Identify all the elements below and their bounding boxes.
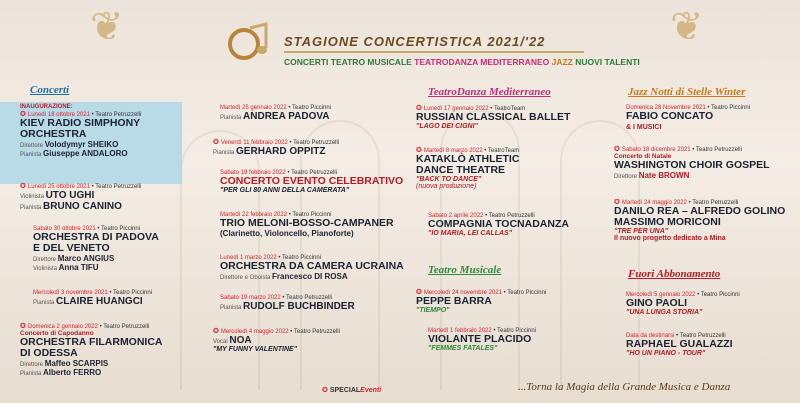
genre-list bbox=[284, 57, 640, 67]
role-label: Pianista bbox=[213, 150, 235, 156]
genre-label: NUOVI TALENTI bbox=[575, 57, 640, 67]
event-entry bbox=[416, 104, 570, 130]
section-title-concerti: Concerti bbox=[30, 84, 70, 96]
role-label: Direttore bbox=[20, 143, 44, 149]
event-date: Martedì 25 gennaio 2022 bbox=[220, 105, 287, 111]
event-entry bbox=[220, 212, 394, 238]
performer-name: Volodymyr SHEIKO bbox=[44, 140, 119, 149]
event-date: Sabato 19 febbraio 2022 bbox=[220, 170, 286, 176]
event-venue: • Teatro Piccinni bbox=[288, 105, 332, 111]
performer-name: NOA bbox=[229, 335, 252, 346]
special-events-label: SPECIAL bbox=[329, 387, 361, 394]
ornament-right-icon: ❦ bbox=[670, 5, 704, 49]
event-subtitle: Concerto di Capodanno bbox=[20, 330, 94, 337]
performer-name: Giuseppe ANDALORO bbox=[43, 149, 128, 158]
event-subtitle: "FEMMES FATALES" bbox=[428, 345, 498, 352]
performer-name: BRUNO CANINO bbox=[43, 201, 122, 212]
footer-tagline: ...Torna la Magia della Grande Musica e Danza bbox=[518, 381, 731, 393]
event-title: ORCHESTRA DA CAMERA UCRAINA bbox=[220, 260, 404, 272]
event-title: DI ODESSA bbox=[20, 347, 78, 359]
event-title: COMPAGNIA TOCNADANZA bbox=[428, 218, 569, 230]
event-venue: • Teatro Piccinni bbox=[503, 290, 547, 296]
section-title-jazz: Jazz Notti di Stelle Winter bbox=[628, 86, 746, 98]
ornament-left-icon: ❦ bbox=[90, 5, 124, 49]
genre-label: TEATRODANZA MEDITERRANEO bbox=[414, 57, 552, 67]
event-detail: (Clarinetto, Violoncello, Pianoforte) bbox=[220, 229, 354, 238]
event-entry bbox=[20, 322, 163, 377]
event-title: & I MUSICI bbox=[626, 124, 662, 131]
event-date: Sabato 30 ottobre 2021 bbox=[33, 226, 96, 232]
role-label: Direttore e Oboista bbox=[220, 275, 271, 281]
title-divider bbox=[284, 51, 584, 53]
section-title-fuori-abbonamento: Fuori Abbonamento bbox=[628, 268, 721, 280]
performer-name: GERHARD OPPITZ bbox=[236, 146, 326, 157]
event-date: Martedì 8 marzo 2022 bbox=[423, 148, 483, 154]
event-date: Sabato 2 aprile 2022 bbox=[428, 213, 484, 219]
special-events-logo bbox=[322, 386, 381, 394]
event-subtitle: Concerto di Natale bbox=[614, 153, 672, 160]
role-label: Pianista bbox=[20, 371, 42, 377]
genre-label: CONCERTI bbox=[284, 57, 331, 67]
event-entry bbox=[213, 327, 340, 353]
event-venue: • Teatro Petruzzelli bbox=[692, 147, 742, 153]
performer-name: ANDREA PADOVA bbox=[243, 111, 330, 122]
event-subtitle: "LAGO DEI CIGNI" bbox=[416, 123, 478, 130]
role-label: Pianista bbox=[33, 300, 55, 306]
event-entry bbox=[626, 333, 733, 357]
section-title-teatro-musicale: Teatro Musicale bbox=[428, 264, 502, 276]
role-label: Pianista bbox=[20, 205, 42, 211]
event-title: RAPHAEL GUALAZZI bbox=[626, 338, 733, 350]
event-subtitle: "PER GLI 80 ANNI DELLA CAMERATA" bbox=[220, 187, 350, 194]
event-entry bbox=[20, 104, 141, 158]
event-date: Martedì 1 febbraio 2022 bbox=[428, 328, 492, 334]
event-date: Data da destinarsi bbox=[626, 333, 675, 339]
event-entry bbox=[416, 146, 519, 190]
role-label: Pianista bbox=[220, 115, 242, 121]
event-venue: • Teatro Petruzzelli bbox=[91, 112, 142, 118]
event-entry bbox=[220, 295, 355, 312]
event-title: KATAKLÒ ATHLETIC bbox=[416, 153, 520, 165]
event-title: DANILO REA – ALFREDO GOLINO bbox=[614, 205, 786, 217]
event-title: WASHINGTON CHOIR GOSPEL bbox=[614, 159, 770, 171]
event-entry bbox=[428, 328, 536, 352]
event-venue: • Teatro Petruzzelli bbox=[289, 140, 340, 146]
event-venue: • Teatro Piccinni bbox=[697, 292, 740, 298]
event-date: Mercoledì 5 gennaio 2022 bbox=[626, 292, 696, 298]
event-venue: • Teatro Piccinni bbox=[707, 105, 751, 111]
event-venue: • Teatro Petruzzelli bbox=[676, 333, 726, 339]
event-venue: • Teatro Petruzzelli bbox=[91, 184, 142, 190]
role-label: Vocal bbox=[213, 339, 228, 345]
role-label: Direttore bbox=[33, 257, 57, 263]
event-date: Sabato 18 dicembre 2021 bbox=[621, 147, 691, 153]
event-date: Martedì 24 maggio 2022 bbox=[621, 200, 687, 206]
event-note: (nuova produzione) bbox=[416, 183, 477, 190]
performer-name: Francesco DI ROSA bbox=[272, 272, 348, 281]
event-entry bbox=[33, 290, 152, 307]
special-events-label: Eventi bbox=[360, 387, 382, 394]
event-venue: • Teatro Piccinni bbox=[278, 255, 322, 261]
role-label: Violinista bbox=[33, 266, 57, 272]
event-venue: • TeatroTeam bbox=[484, 148, 520, 154]
page-title: STAGIONE CONCERTISTICA 2021/'22 bbox=[284, 34, 546, 49]
event-title: MASSIMO MORICONI bbox=[614, 216, 721, 228]
event-subtitle: "BACK TO DANCE" bbox=[416, 176, 482, 183]
section-title-teatrodanza: TeatroDanza Mediterraneo bbox=[428, 86, 551, 98]
event-date: Mercoledì 3 novembre 2021 bbox=[33, 290, 108, 296]
event-venue: • Teatro Petruzzelli bbox=[290, 329, 340, 335]
performer-name: Maffeo SCARPIS bbox=[44, 359, 109, 368]
event-subtitle: "MY FUNNY VALENTINE" bbox=[213, 346, 298, 353]
event-subtitle: "UNA LUNGA STORIA" bbox=[626, 309, 703, 316]
star-icon: ✪ bbox=[322, 387, 328, 394]
event-venue: • Teatro Petruzzelli bbox=[287, 170, 338, 176]
performer-name: Alberto FERRO bbox=[43, 368, 102, 377]
event-venue: • Teatro Petruzzelli bbox=[99, 324, 150, 330]
event-entry bbox=[213, 138, 339, 157]
event-subtitle: "TRE PER UNA" bbox=[614, 228, 669, 235]
event-venue: • Teatro Piccinni bbox=[97, 226, 141, 232]
event-date: Mercoledì 24 novembre 2021 bbox=[423, 290, 502, 296]
event-date: Venerdì 11 febbraio 2022 bbox=[220, 140, 288, 146]
event-title: ORCHESTRA DI PADOVA bbox=[33, 231, 159, 243]
event-venue: • Teatro Petruzzelli bbox=[485, 213, 535, 219]
event-venue: • Teatro Petruzzelli bbox=[688, 200, 739, 206]
event-entry bbox=[626, 292, 740, 316]
event-title: DANCE THEATRE bbox=[416, 164, 506, 176]
event-title: ORCHESTRA FILARMONICA bbox=[20, 336, 163, 348]
event-date: Lunedì 1 marzo 2022 bbox=[220, 255, 277, 261]
event-venue: • TeatroTeam bbox=[490, 106, 526, 112]
event-venue: • Teatro Piccinni bbox=[288, 212, 332, 218]
event-venue: • Teatro Piccinni bbox=[109, 290, 153, 296]
genre-label: JAZZ bbox=[551, 57, 576, 67]
event-title: TRIO MELONI-BOSSO-CAMPANER bbox=[220, 217, 394, 229]
role-label: Pianista bbox=[20, 152, 42, 158]
event-entry bbox=[416, 288, 546, 314]
event-title: GINO PAOLI bbox=[626, 297, 688, 309]
role-label: Pianista bbox=[220, 305, 242, 311]
performer-name: UTO UGHI bbox=[45, 190, 95, 201]
event-date: Sabato 19 marzo 2022 bbox=[220, 295, 281, 301]
event-date: Lunedì 25 ottobre 2021 bbox=[27, 184, 90, 190]
event-entry bbox=[220, 170, 403, 194]
role-label: Violinista bbox=[20, 194, 44, 200]
event-title: ORCHESTRA bbox=[20, 128, 87, 140]
performer-name: Anna TIFU bbox=[58, 263, 99, 272]
event-entry bbox=[626, 105, 750, 133]
role-label: Direttore bbox=[614, 174, 638, 180]
event-title: CONCERTO EVENTO CELEBRATIVO bbox=[220, 175, 404, 187]
event-title: KIEV RADIO SIMPHONY bbox=[20, 117, 141, 129]
performer-name: Nate BROWN bbox=[638, 171, 690, 180]
event-venue: • Teatro Petruzzelli bbox=[282, 295, 333, 301]
event-title: FABIO CONCATO bbox=[626, 110, 714, 122]
event-entry bbox=[20, 182, 141, 212]
event-date: Mercoledì 4 maggio 2022 bbox=[220, 329, 289, 335]
event-subtitle: "TIEMPO" bbox=[416, 307, 450, 314]
inaugural-label: INAUGURAZIONE: bbox=[20, 104, 73, 110]
event-subtitle: "HO UN PIANO - TOUR" bbox=[626, 350, 706, 357]
role-label: Direttore bbox=[20, 362, 44, 368]
event-title: E DEL VENETO bbox=[33, 242, 110, 254]
event-entry bbox=[33, 226, 159, 272]
event-date: Domenica 2 gennaio 2022 bbox=[27, 324, 98, 330]
event-title: PEPPE BARRA bbox=[416, 295, 492, 307]
event-venue: • Teatro Piccinni bbox=[493, 328, 537, 334]
event-title: VIOLANTE PLACIDO bbox=[428, 333, 532, 345]
performer-name: CLAIRE HUANGCI bbox=[56, 296, 143, 307]
event-date: Martedì 22 febbraio 2022 bbox=[220, 212, 288, 218]
event-entry bbox=[428, 213, 569, 237]
music-note-logo-icon bbox=[226, 22, 274, 62]
event-date: Lunedì 17 gennaio 2022 bbox=[423, 106, 489, 112]
event-date: Domenica 28 Novembre 2021 bbox=[626, 105, 706, 111]
event-title: RUSSIAN CLASSICAL BALLET bbox=[416, 111, 571, 123]
event-entry bbox=[614, 145, 770, 180]
event-subtitle: "IO MARIA, LEI CALLAS" bbox=[428, 230, 513, 237]
event-entry bbox=[614, 198, 785, 242]
performer-name: RUDOLF BUCHBINDER bbox=[243, 301, 355, 312]
event-date: Lunedì 18 ottobre 2021 bbox=[27, 112, 90, 118]
event-entry bbox=[220, 255, 404, 281]
genre-label: TEATRO MUSICALE bbox=[330, 57, 415, 67]
performer-name: Marco ANGIUS bbox=[57, 254, 115, 263]
event-note: Il nuovo progetto dedicato a Mina bbox=[614, 235, 726, 242]
event-entry bbox=[220, 105, 331, 122]
